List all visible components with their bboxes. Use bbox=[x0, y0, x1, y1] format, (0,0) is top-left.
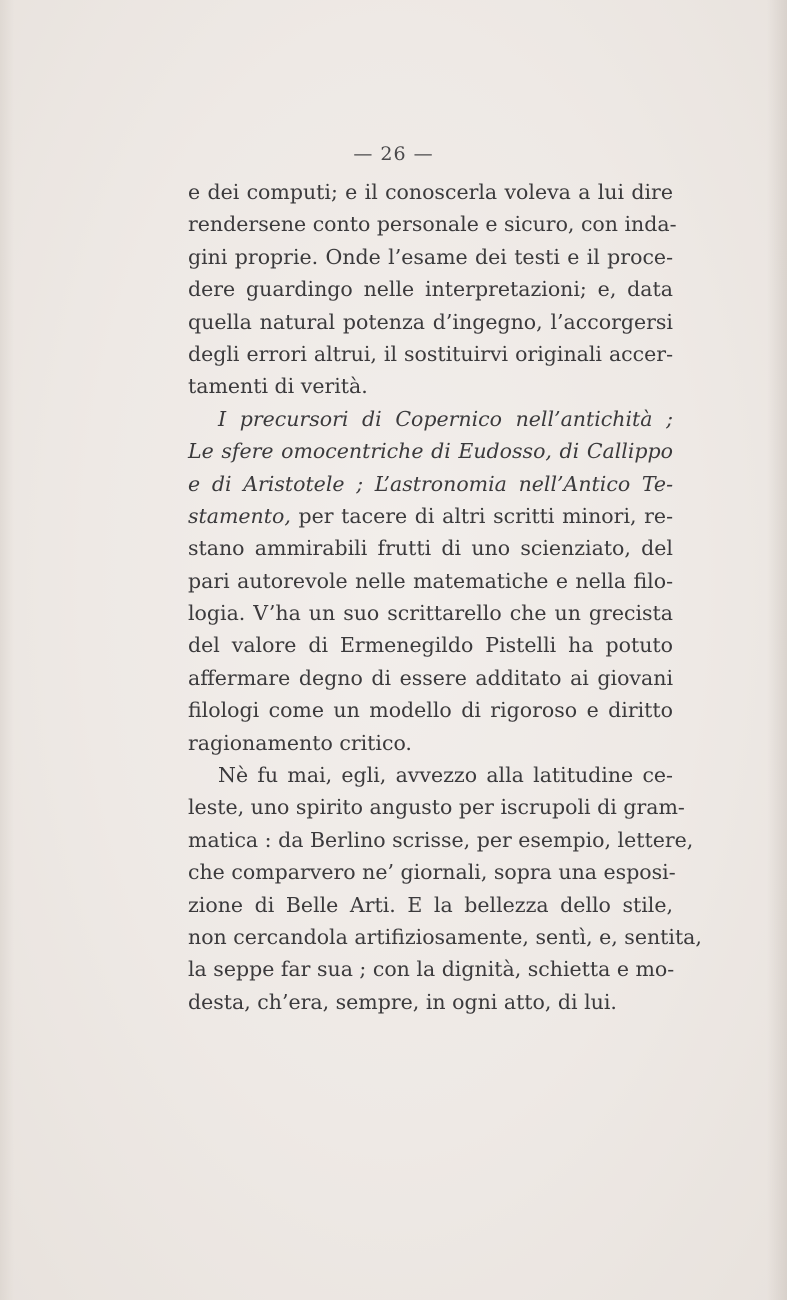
text-line: pari autorevole nelle matematiche e nella filo- bbox=[188, 568, 673, 593]
italic-title: Le sfere omocentriche di Eudosso, di Callippo bbox=[188, 439, 673, 464]
text-line: e dei computi; e il conoscerla voleva a lui dire bbox=[188, 180, 673, 204]
text-line: affermare degno di essere additato ai giovani bbox=[188, 665, 673, 690]
page-right-edge bbox=[767, 0, 787, 1300]
text-line: desta, ch’era, sempre, in ogni atto, di lui. bbox=[188, 989, 617, 1014]
body-text bbox=[188, 176, 702, 1018]
text-line: zione di Belle Arti. E la bellezza dello stile, bbox=[188, 892, 673, 917]
paragraph-2 bbox=[188, 403, 673, 759]
text-line: non cercandola artifiziosamente, sentì, e, sentita, bbox=[188, 924, 702, 949]
text-line: matica : da Berlino scrisse, per esempio, lettere, bbox=[188, 827, 694, 852]
text-line: gini proprie. Onde l’esame dei testi e il proce- bbox=[188, 244, 673, 269]
page-number: — 26 — bbox=[353, 143, 434, 165]
text-line: degli errori altrui, il sostituirvi originali accer- bbox=[188, 341, 673, 366]
text-line: del valore di Ermenegildo Pistelli ha potuto bbox=[188, 633, 673, 658]
text-line: Nè fu mai, egli, avvezzo alla latitudine ce- bbox=[218, 763, 673, 788]
text-line: dere guardingo nelle interpretazioni; e, data bbox=[188, 277, 673, 302]
text-line: rendersene conto personale e sicuro, con inda- bbox=[188, 212, 677, 237]
text-fragment: per tacere di altri scritti minori, re- bbox=[290, 503, 673, 528]
paragraph-3 bbox=[188, 759, 702, 1018]
text-line: filologi come un modello di rigoroso e diritto bbox=[188, 698, 673, 723]
paragraph-1 bbox=[188, 176, 677, 403]
text-line: tamenti di verità. bbox=[188, 374, 368, 399]
italic-title: I precursori di Copernico nell’antichità ; bbox=[218, 406, 673, 431]
text-line: che comparvero ne’ giornali, sopra una esposi- bbox=[188, 860, 676, 885]
text-line: quella natural potenza d’ingegno, l’accorgersi bbox=[188, 309, 673, 334]
text-line: leste, uno spirito angusto per iscrupoli di gram- bbox=[188, 795, 685, 820]
text-line bbox=[188, 500, 673, 532]
text-line: ragionamento critico. bbox=[188, 730, 412, 755]
italic-title: stamento, bbox=[188, 503, 291, 528]
text-line bbox=[188, 468, 673, 500]
italic-title: e di Aristotele ; L’astronomia nell’Antico Te- bbox=[188, 471, 673, 496]
text-line: logia. V’ha un suo scrittarello che un grecista bbox=[188, 601, 673, 626]
text-line bbox=[188, 403, 673, 435]
text-line: la seppe far sua ; con la dignità, schietta e mo- bbox=[188, 957, 675, 982]
text-line bbox=[188, 435, 673, 467]
page-left-edge bbox=[0, 0, 14, 1300]
text-line: stano ammirabili frutti di uno scienziato, del bbox=[188, 536, 673, 561]
